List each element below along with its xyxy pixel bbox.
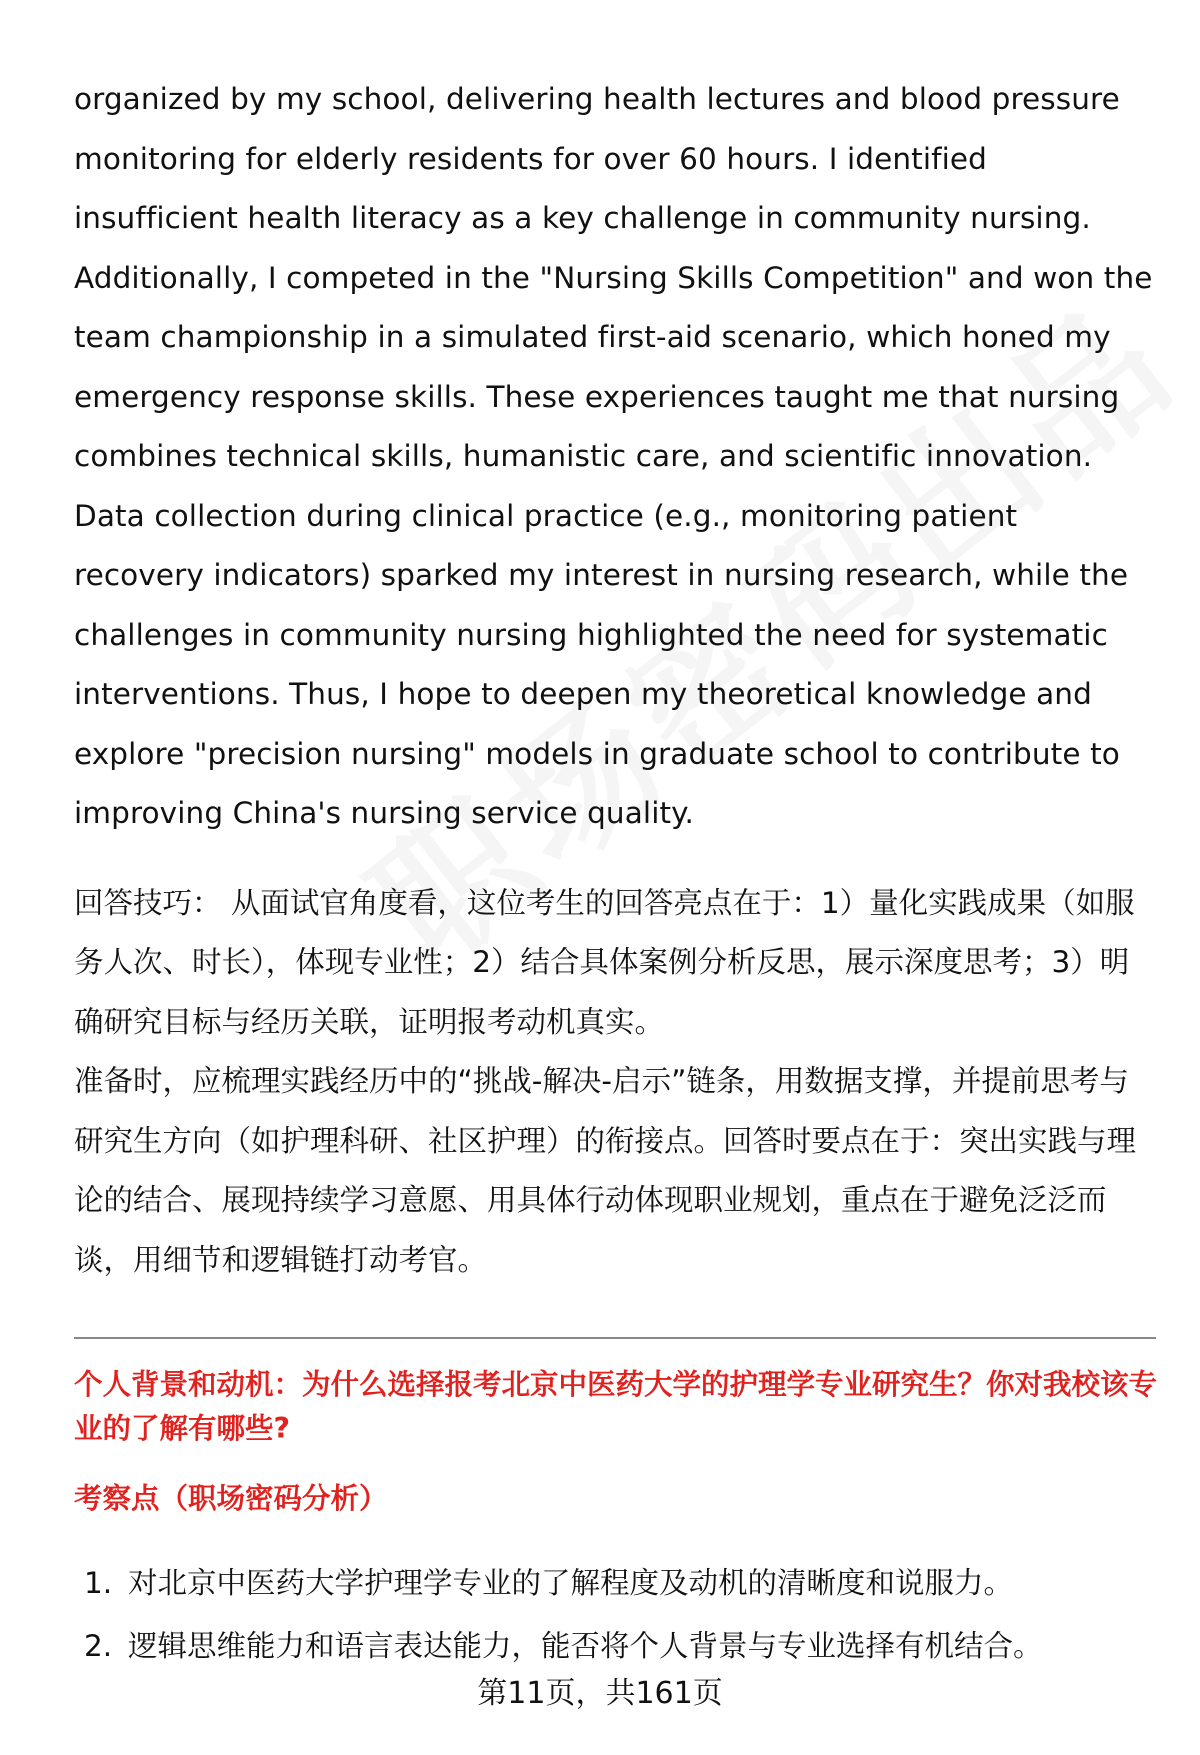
answer-tips: 回答技巧： 从面试官角度看，这位考生的回答亮点在于：1）量化实践成果（如服务人次、时长），体现专业性；2）结合具体案例分析反思，展示深度思考；3）明确研究目标与经历关联，证明报考动机真实。 (74, 885, 1135, 1039)
preparation-advice: 准备时，应梳理实践经历中的“挑战-解决-启示”链条，用数据支撑，并提前思考与研究生方向（如护理科研、社区护理）的衔接点。回答时要点在于：突出实践与理论的结合、展现持续学习意愿、用具体行动体现职业规划，重点在于避免泛泛而谈，用细节和逻辑链打动考官。 (74, 1064, 1137, 1277)
list-item (84, 1615, 1043, 1678)
list-item-text: 对北京中医药大学护理学专业的了解程度及动机的清晰度和说服力。 (128, 1566, 1014, 1600)
page-footer: 第11页，共161页 (477, 1676, 723, 1711)
assessment-points (84, 1552, 1043, 1678)
list-item (84, 1552, 1043, 1615)
list-item-number: 2. (84, 1629, 113, 1663)
list-item-number: 1. (84, 1566, 113, 1600)
document-body (74, 70, 1154, 1290)
sub-title: 考察点（职场密码分析） (74, 1482, 388, 1515)
english-paragraph: organized by my school, delivering health lectures and blood pressure monitoring for elderly residents for over 60 hours. I identified insufficient health literacy as a key challenge in community nursing. Additionally, I competed in the "Nursing Skills Competition" and won the team championship in a simulated first-aid scenario, which honed my emergency response skills. These experiences taught me that nursing combines technical skills, humanistic care, and scientific innovation. Data collection during clinical practice (e.g., monitoring patient recovery indicators) sparked my interest in nursing research, while the challenges in community nursing highlighted the need for systematic interventions. Thus, I hope to deepen my theoretical knowledge and explore "precision nursing" models in graduate school to contribute to improving China's nursing service quality. (74, 82, 1153, 830)
section-title: 个人背景和动机：为什么选择报考北京中医药大学的护理学专业研究生？你对我校该专业的了解有哪些? (74, 1368, 1158, 1445)
list-item-text: 逻辑思维能力和语言表达能力，能否将个人背景与专业选择有机结合。 (128, 1629, 1043, 1663)
section-divider (74, 1337, 1156, 1339)
